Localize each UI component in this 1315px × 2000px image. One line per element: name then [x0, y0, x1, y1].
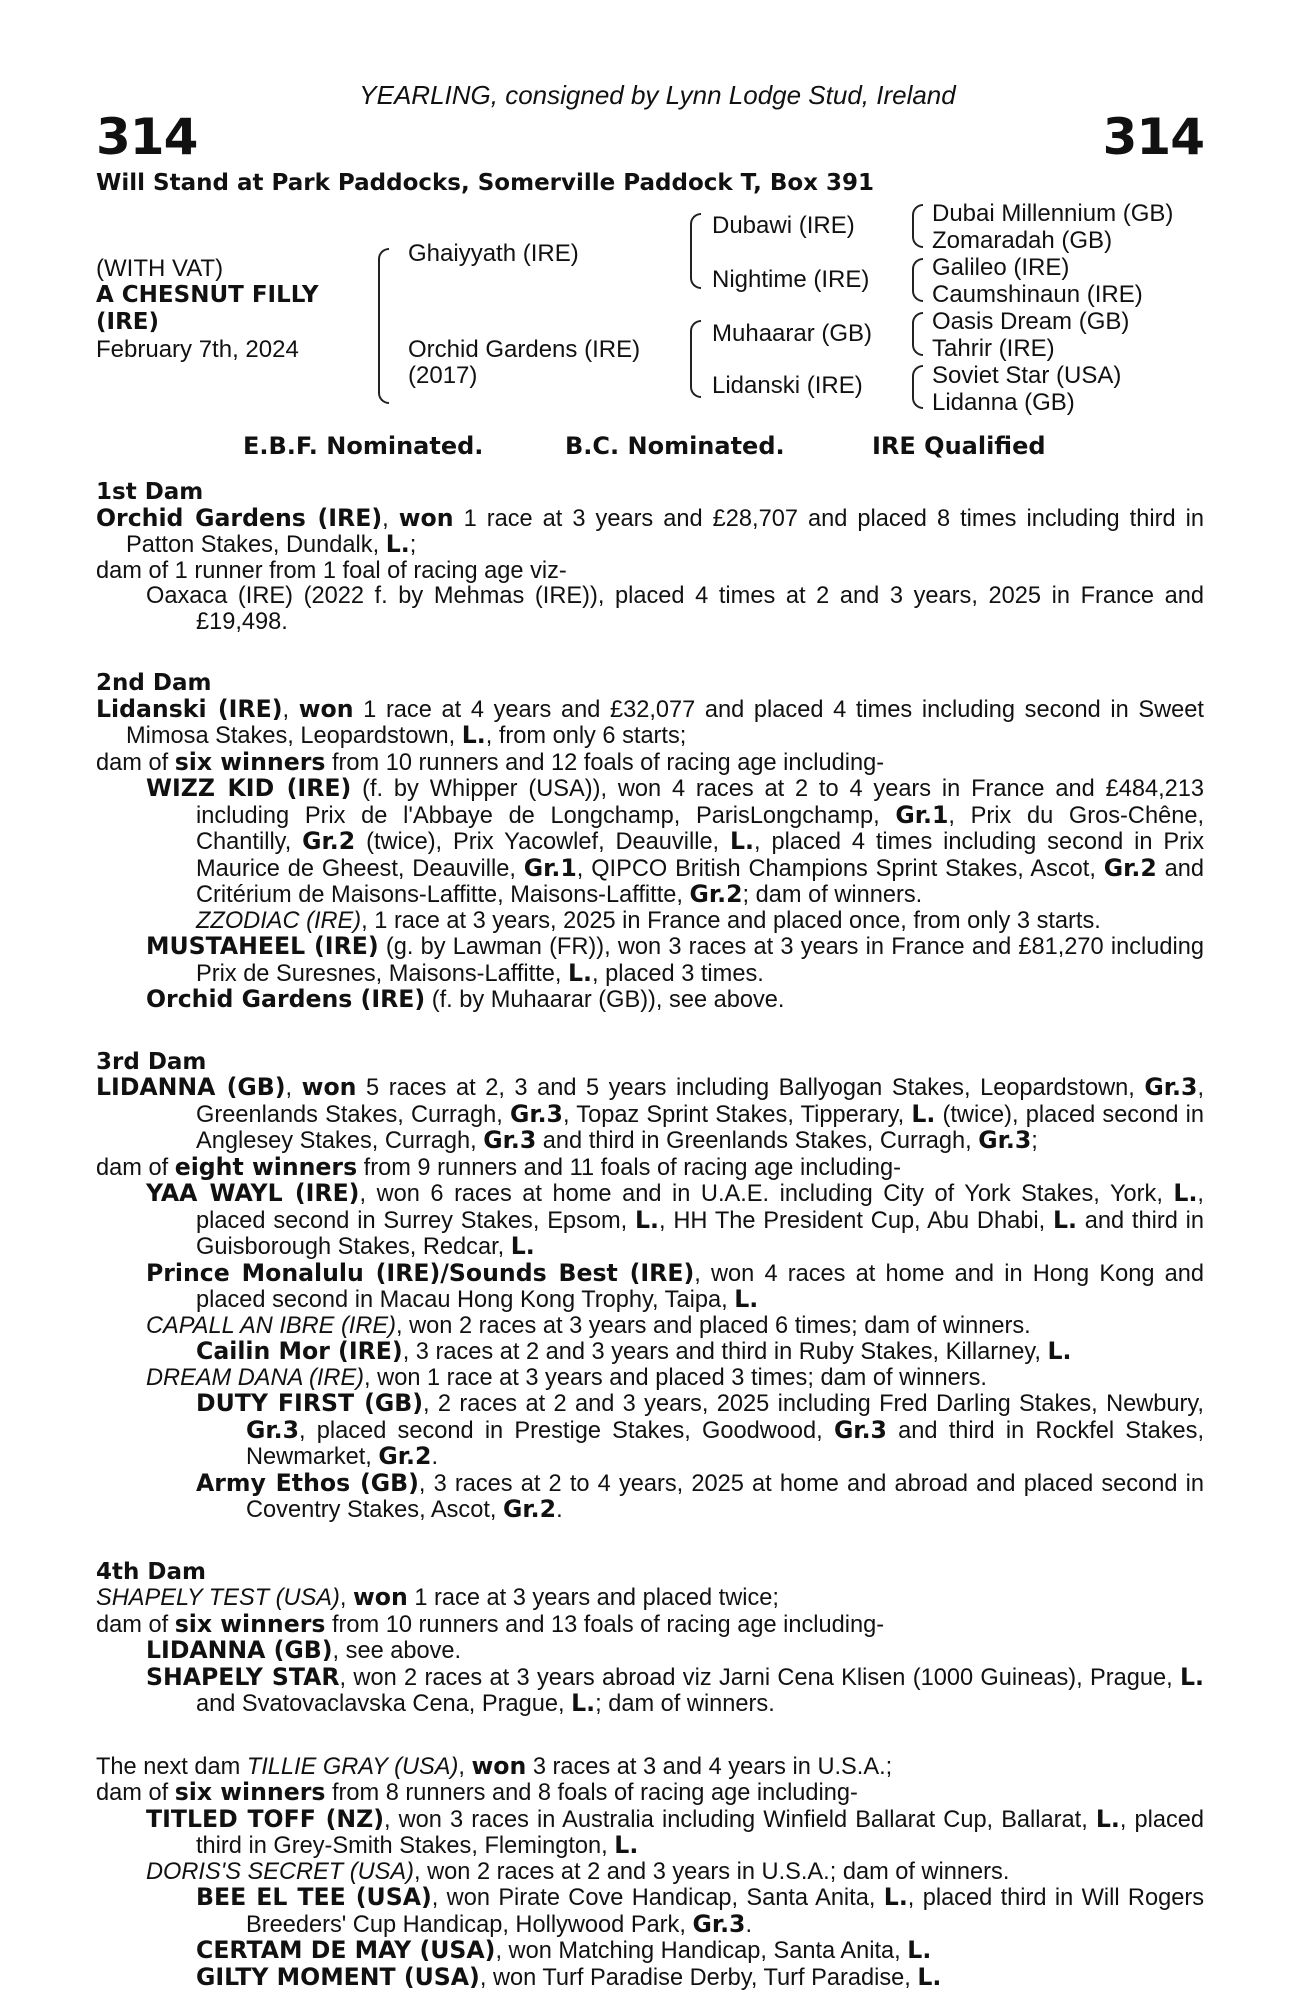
section-heading: 3rd Dam: [96, 1048, 207, 1075]
entry-text: L.: [1173, 1179, 1198, 1207]
pedigree-entry: [96, 1609, 1204, 1639]
entry-text: dam of: [96, 1780, 175, 1806]
pedigree-g3-2: Zomaradah (GB): [932, 227, 1113, 254]
entry-text: , won Matching Handicap, Santa Anita,: [495, 1938, 908, 1964]
entry-text: ZZODIAC (IRE): [196, 907, 362, 934]
pedigree-bracket-3a: [912, 204, 923, 248]
entry-text: Gr.3: [978, 1126, 1032, 1154]
entry-text: and Critérium de Maisons-Laffitte, Maisons-Laffitte,: [196, 855, 1205, 908]
dam-section: [96, 1560, 1204, 1718]
pedigree-g3-6: Tahrir (IRE): [932, 335, 1055, 362]
pedigree-entry: [96, 1860, 1204, 1886]
entry-text: ;: [1031, 1128, 1038, 1154]
entry-text: , 3 races at 2 and 3 years and third in Ruby Stakes, Killarney,: [402, 1339, 1048, 1365]
entry-text: 1 race at 3 years and £28,707 and placed 8 times including third in Patton Stakes, Dundalk,: [126, 505, 1204, 558]
pedigree-sire-dam: Nightime (IRE): [712, 266, 870, 293]
entry-text: from 8 runners and 8 foals of racing age including-: [325, 1780, 858, 1806]
entry-text: , won Turf Paradise Derby, Turf Paradise,: [479, 1964, 918, 1991]
pedigree-entry: [96, 1152, 1204, 1182]
entry-text: L.: [568, 958, 592, 987]
entry-text: , won 6 races at home and in U.A.E. including City of York Stakes, York,: [359, 1181, 1174, 1207]
entry-text: Gr.2: [378, 1442, 432, 1470]
pedigree-entry: [96, 1075, 1204, 1155]
pedigree-g3-1: Dubai Millennium (GB): [932, 200, 1174, 227]
entry-text: won: [471, 1751, 527, 1780]
entry-text: TITLED TOFF (NZ): [146, 1804, 384, 1833]
entry-text: LIDANNA (GB): [96, 1073, 286, 1101]
entry-text: L.: [917, 1962, 942, 1991]
section-heading: 1st Dam: [96, 479, 204, 505]
entry-text: from 10 runners and 13 foals of racing age including-: [325, 1611, 885, 1638]
entry-text: and Svatovaclavska Cena, Prague,: [196, 1691, 572, 1717]
entry-text: L.: [1052, 1205, 1077, 1234]
entry-text: Army Ethos (GB): [196, 1468, 419, 1497]
entry-text: Gr.3: [246, 1415, 300, 1444]
pedigree-entry: [96, 1938, 1204, 1965]
pedigree-bracket-2a: [690, 213, 701, 289]
date-of-birth: February 7th, 2024: [96, 336, 299, 363]
entry-text: , placed third in Grey-Smith Stakes, Flemington,: [196, 1806, 1205, 1859]
entry-text: , Prix du Gros-Chêne, Chantilly,: [196, 802, 1204, 855]
entry-text: and third in Greenlands Stakes, Curragh,: [536, 1128, 979, 1154]
entry-text: L.: [385, 530, 410, 558]
pedigree-entry: [96, 1339, 1204, 1366]
entry-text: , 2 races at 2 and 3 years, 2025 including Fred Darling Stakes, Newbury,: [423, 1391, 1204, 1417]
entry-text: from 9 runners and 11 foals of racing age including-: [357, 1154, 901, 1181]
pedigree-entry: [96, 1962, 1204, 1992]
entry-text: (g. by Lawman (FR)), won 3 races at 3 years in France and £81,270 including Prix de Suresnes, Maisons-Laffitte,: [196, 934, 1204, 987]
entry-text: , see above.: [332, 1638, 462, 1664]
entry-text: Gr.2: [503, 1495, 557, 1523]
entry-text: won: [298, 694, 354, 723]
entry-text: .: [556, 1497, 563, 1523]
entry-text: ,: [339, 1585, 354, 1611]
entry-text: won: [353, 1583, 408, 1611]
ebf-nomination: E.B.F. Nominated.: [243, 432, 484, 460]
entry-text: Gr.3: [509, 1099, 563, 1128]
pedigree-sire-sire: Dubawi (IRE): [712, 212, 855, 239]
entry-text: ; dam of winners.: [742, 882, 923, 908]
entry-text: Gr.3: [1144, 1073, 1198, 1101]
section-heading: 4th Dam: [96, 1558, 206, 1585]
pedigree-entry: [96, 1638, 1204, 1665]
entry-text: ,: [285, 1075, 302, 1101]
entry-text: L.: [907, 1936, 932, 1964]
entry-text: L.: [1095, 1804, 1120, 1833]
entry-text: six winners: [174, 1778, 326, 1806]
entry-text: L.: [1180, 1662, 1204, 1691]
entry-text: L.: [911, 1099, 936, 1128]
entry-text: BEE EL TEE (USA): [196, 1883, 432, 1911]
entry-text: Gr.2: [689, 880, 743, 908]
entry-text: , Topaz Sprint Stakes, Tipperary,: [562, 1101, 912, 1128]
entry-text: 1 race at 3 years and placed twice;: [407, 1585, 779, 1611]
horse-name: A CHESNUT FILLY: [96, 282, 319, 308]
entry-text: , won Pirate Cove Handicap, Santa Anita,: [431, 1885, 884, 1911]
pedigree-bracket-3d: [912, 365, 923, 409]
entry-text: , QIPCO British Champions Sprint Stakes, Ascot,: [576, 855, 1104, 882]
lot-number-right: 314: [1102, 108, 1204, 166]
entry-text: GILTY MOMENT (USA): [196, 1962, 480, 1991]
pedigree-entry: [96, 584, 1204, 635]
dam-section: [96, 480, 1204, 635]
pedigree-entry: [96, 1314, 1204, 1340]
bc-nomination: B.C. Nominated.: [565, 432, 785, 460]
entry-text: ,: [458, 1753, 472, 1780]
entry-text: DORIS'S SECRET (USA): [146, 1858, 414, 1885]
pedigree-entry: [96, 1885, 1204, 1938]
entry-text: dam of: [96, 1154, 175, 1181]
ire-qualified: IRE Qualified: [872, 432, 1046, 460]
pedigree-bracket-3c: [912, 312, 923, 356]
entry-text: 3 races at 3 and 4 years in U.S.A.;: [526, 1753, 893, 1780]
entry-text: Gr.3: [692, 1909, 746, 1938]
entry-text: LIDANNA (GB): [146, 1636, 333, 1664]
pedigree-entry: [96, 1585, 1204, 1612]
entry-text: (f. by Whipper (USA)), won 4 races at 2 to 4 years in France and £484,213 including Prix de l'Abbaye de Longchamp, ParisLongchamp,: [196, 776, 1204, 829]
pedigree-g3-5: Oasis Dream (GB): [932, 308, 1130, 335]
entry-text: , won 2 races at 3 years and placed 6 times; dam of winners.: [396, 1312, 1031, 1339]
entry-text: , won 2 races at 3 years abroad viz Jarni Cena Klisen (1000 Guineas), Prague,: [339, 1664, 1180, 1691]
entry-text: Orchid Gardens (IRE): [146, 985, 426, 1013]
pedigree-entry: [96, 559, 1204, 585]
pedigree-entry: [96, 1804, 1205, 1860]
pedigree-dam: Orchid Gardens (IRE): [408, 336, 641, 363]
entry-text: The next dam: [96, 1753, 247, 1780]
stand-location: Will Stand at Park Paddocks, Somerville Paddock T, Box 391: [96, 170, 875, 196]
entry-text: .: [745, 1911, 753, 1938]
entry-text: Gr.3: [483, 1126, 537, 1154]
entry-text: ,: [282, 696, 299, 723]
entry-text: L.: [1047, 1337, 1072, 1365]
pedigree-entry: [96, 1258, 1204, 1314]
pedigree-g3-7: Soviet Star (USA): [932, 362, 1122, 389]
entry-text: Gr.3: [833, 1415, 887, 1444]
entry-text: from 10 runners and 12 foals of racing age including-: [325, 749, 885, 776]
horse-name-country: (IRE): [96, 309, 160, 335]
entry-text: L.: [883, 1883, 908, 1911]
entry-text: L.: [635, 1205, 659, 1234]
pedigree-entry: [96, 987, 1204, 1014]
entry-text: Gr.2: [302, 827, 356, 855]
pedigree-dam-sire: Muhaarar (GB): [712, 320, 873, 347]
entry-text: , 3 races at 2 to 4 years, 2025 at home and abroad and placed second in Coventry Stakes, Ascot,: [246, 1470, 1204, 1523]
pedigree-g3-4: Caumshinaun (IRE): [932, 281, 1143, 308]
entry-text: DREAM DANA (IRE): [146, 1364, 365, 1391]
entry-text: ; dam of winners.: [595, 1691, 775, 1717]
entry-text: ;: [409, 532, 417, 558]
vat-note: (WITH VAT): [96, 255, 224, 282]
pedigree-entry: [96, 776, 1204, 909]
entry-text: TILLIE GRAY (USA): [246, 1753, 459, 1780]
entry-text: Gr.1: [895, 800, 949, 829]
entry-text: L.: [510, 1232, 535, 1260]
entry-text: L.: [571, 1689, 596, 1717]
entry-text: , placed 3 times.: [592, 960, 764, 987]
entry-text: , won 1 race at 3 years and placed 3 times; dam of winners.: [364, 1364, 987, 1391]
entry-text: , HH The President Cup, Abu Dhabi,: [659, 1207, 1053, 1234]
entry-text: CERTAM DE MAY (USA): [196, 1936, 496, 1964]
entry-text: SHAPELY STAR: [146, 1662, 340, 1691]
pedigree-entry: [96, 1181, 1204, 1261]
entry-text: Prince Monalulu (IRE)/Sounds Best (IRE): [146, 1258, 695, 1287]
entry-text: (twice), placed second in Anglesey Stakes, Curragh,: [196, 1101, 1204, 1154]
pedigree-g3-3: Galileo (IRE): [932, 254, 1070, 281]
lot-number-left: 314: [96, 108, 198, 166]
entry-text: dam of: [96, 1611, 175, 1638]
entry-text: SHAPELY TEST (USA): [96, 1585, 340, 1611]
entry-text: , Greenlands Stakes, Curragh,: [196, 1075, 1204, 1128]
entry-text: , won 2 races at 2 and 3 years in U.S.A.; dam of winners.: [414, 1858, 1010, 1885]
dam-section: [96, 671, 1204, 1014]
entry-text: Cailin Mor (IRE): [196, 1337, 403, 1365]
entry-text: , won 3 races in Australia including Winfield Ballarat Cup, Ballarat,: [384, 1806, 1096, 1833]
pedigree-entry: [96, 1751, 1204, 1781]
entry-text: Gr.2: [1103, 853, 1157, 882]
pedigree-entry: [96, 1468, 1204, 1524]
entry-text: six winners: [174, 747, 326, 776]
entry-text: L.: [734, 1285, 759, 1313]
pedigree-entry: [96, 694, 1204, 750]
entry-text: , placed third in Will Rogers Breeders' Cup Handicap, Hollywood Park,: [246, 1885, 1204, 1938]
entry-text: dam of: [96, 749, 175, 776]
entry-text: (twice), Prix Yacowlef, Deauville,: [355, 829, 731, 855]
pedigree-entry: [96, 909, 1204, 935]
entry-text: 1 race at 4 years and £32,077 and placed 4 times including second in Sweet Mimosa Stakes, Leopardstown,: [126, 696, 1204, 749]
entry-text: eight winners: [174, 1152, 358, 1181]
entry-text: , placed 4 times including second in Prix Maurice de Gheest, Deauville,: [196, 829, 1204, 882]
pedigree-entry: [96, 934, 1204, 987]
entry-text: (f. by Muhaarar (GB)), see above.: [425, 987, 785, 1013]
entry-text: DUTY FIRST (GB): [196, 1389, 424, 1417]
entry-text: six winners: [174, 1609, 326, 1638]
entry-text: , won 4 races at home and in Hong Kong and placed second in Macau Hong Kong Trophy, Taipa,: [196, 1260, 1204, 1313]
pedigree-g3-8: Lidanna (GB): [932, 389, 1075, 416]
entry-text: CAPALL AN IBRE (IRE): [146, 1312, 396, 1339]
entry-text: dam of 1 runner from 1 foal of racing age viz-: [96, 557, 567, 584]
entry-text: L.: [614, 1831, 639, 1859]
pedigree-entry: [96, 1662, 1204, 1718]
entry-text: , placed second in Surrey Stakes, Epsom,: [196, 1181, 1204, 1234]
pedigree-dam-year: (2017): [408, 362, 478, 389]
entry-text: .: [431, 1444, 439, 1470]
entry-text: 5 races at 2, 3 and 5 years including Ballyogan Stakes, Leopardstown,: [356, 1075, 1145, 1101]
pedigree-bracket-3b: [912, 258, 923, 302]
entry-text: , from only 6 starts;: [485, 723, 687, 749]
entry-text: MUSTAHEEL (IRE): [146, 932, 379, 960]
entry-text: and third in Guisborough Stakes, Redcar,: [196, 1207, 1204, 1260]
entry-text: , placed second in Prestige Stakes, Goodwood,: [299, 1417, 834, 1444]
entry-text: ,: [382, 505, 399, 532]
pedigree-sire: Ghaiyyath (IRE): [408, 240, 579, 267]
pedigree-entry: [96, 1780, 1204, 1807]
entry-text: Gr.1: [523, 853, 577, 882]
entry-text: L.: [461, 721, 486, 749]
entry-text: won: [398, 503, 454, 532]
entry-text: and third in Rockfel Stakes, Newmarket,: [246, 1417, 1204, 1470]
catalogue-body: [96, 480, 1204, 1991]
entry-text: Lidanski (IRE): [96, 694, 283, 723]
entry-text: L.: [730, 827, 755, 855]
section-heading: 2nd Dam: [96, 670, 212, 696]
dam-section: [96, 1751, 1205, 1992]
pedigree-dam-dam: Lidanski (IRE): [712, 372, 863, 399]
pedigree-entry: [96, 747, 1204, 777]
pedigree-entry: [96, 503, 1204, 559]
entry-text: Oaxaca (IRE) (2022 f. by Mehmas (IRE)), placed 4 times at 2 and 3 years, 2025 in France and £19,498.: [146, 583, 1204, 635]
entry-text: , 1 race at 3 years, 2025 in France and placed once, from only 3 starts.: [361, 907, 1101, 934]
entry-text: WIZZ KID (IRE): [146, 774, 352, 802]
pedigree-bracket-1: [378, 248, 389, 404]
consignment-line: YEARLING, consigned by Lynn Lodge Stud, Ireland: [359, 80, 956, 110]
pedigree-entry: [96, 1366, 1204, 1392]
dam-section: [96, 1050, 1204, 1524]
pedigree-entry: [96, 1391, 1204, 1471]
entry-text: YAA WAYL (IRE): [146, 1179, 360, 1207]
entry-text: won: [301, 1073, 357, 1101]
entry-text: Orchid Gardens (IRE): [96, 503, 383, 532]
pedigree-bracket-2b: [690, 320, 701, 398]
